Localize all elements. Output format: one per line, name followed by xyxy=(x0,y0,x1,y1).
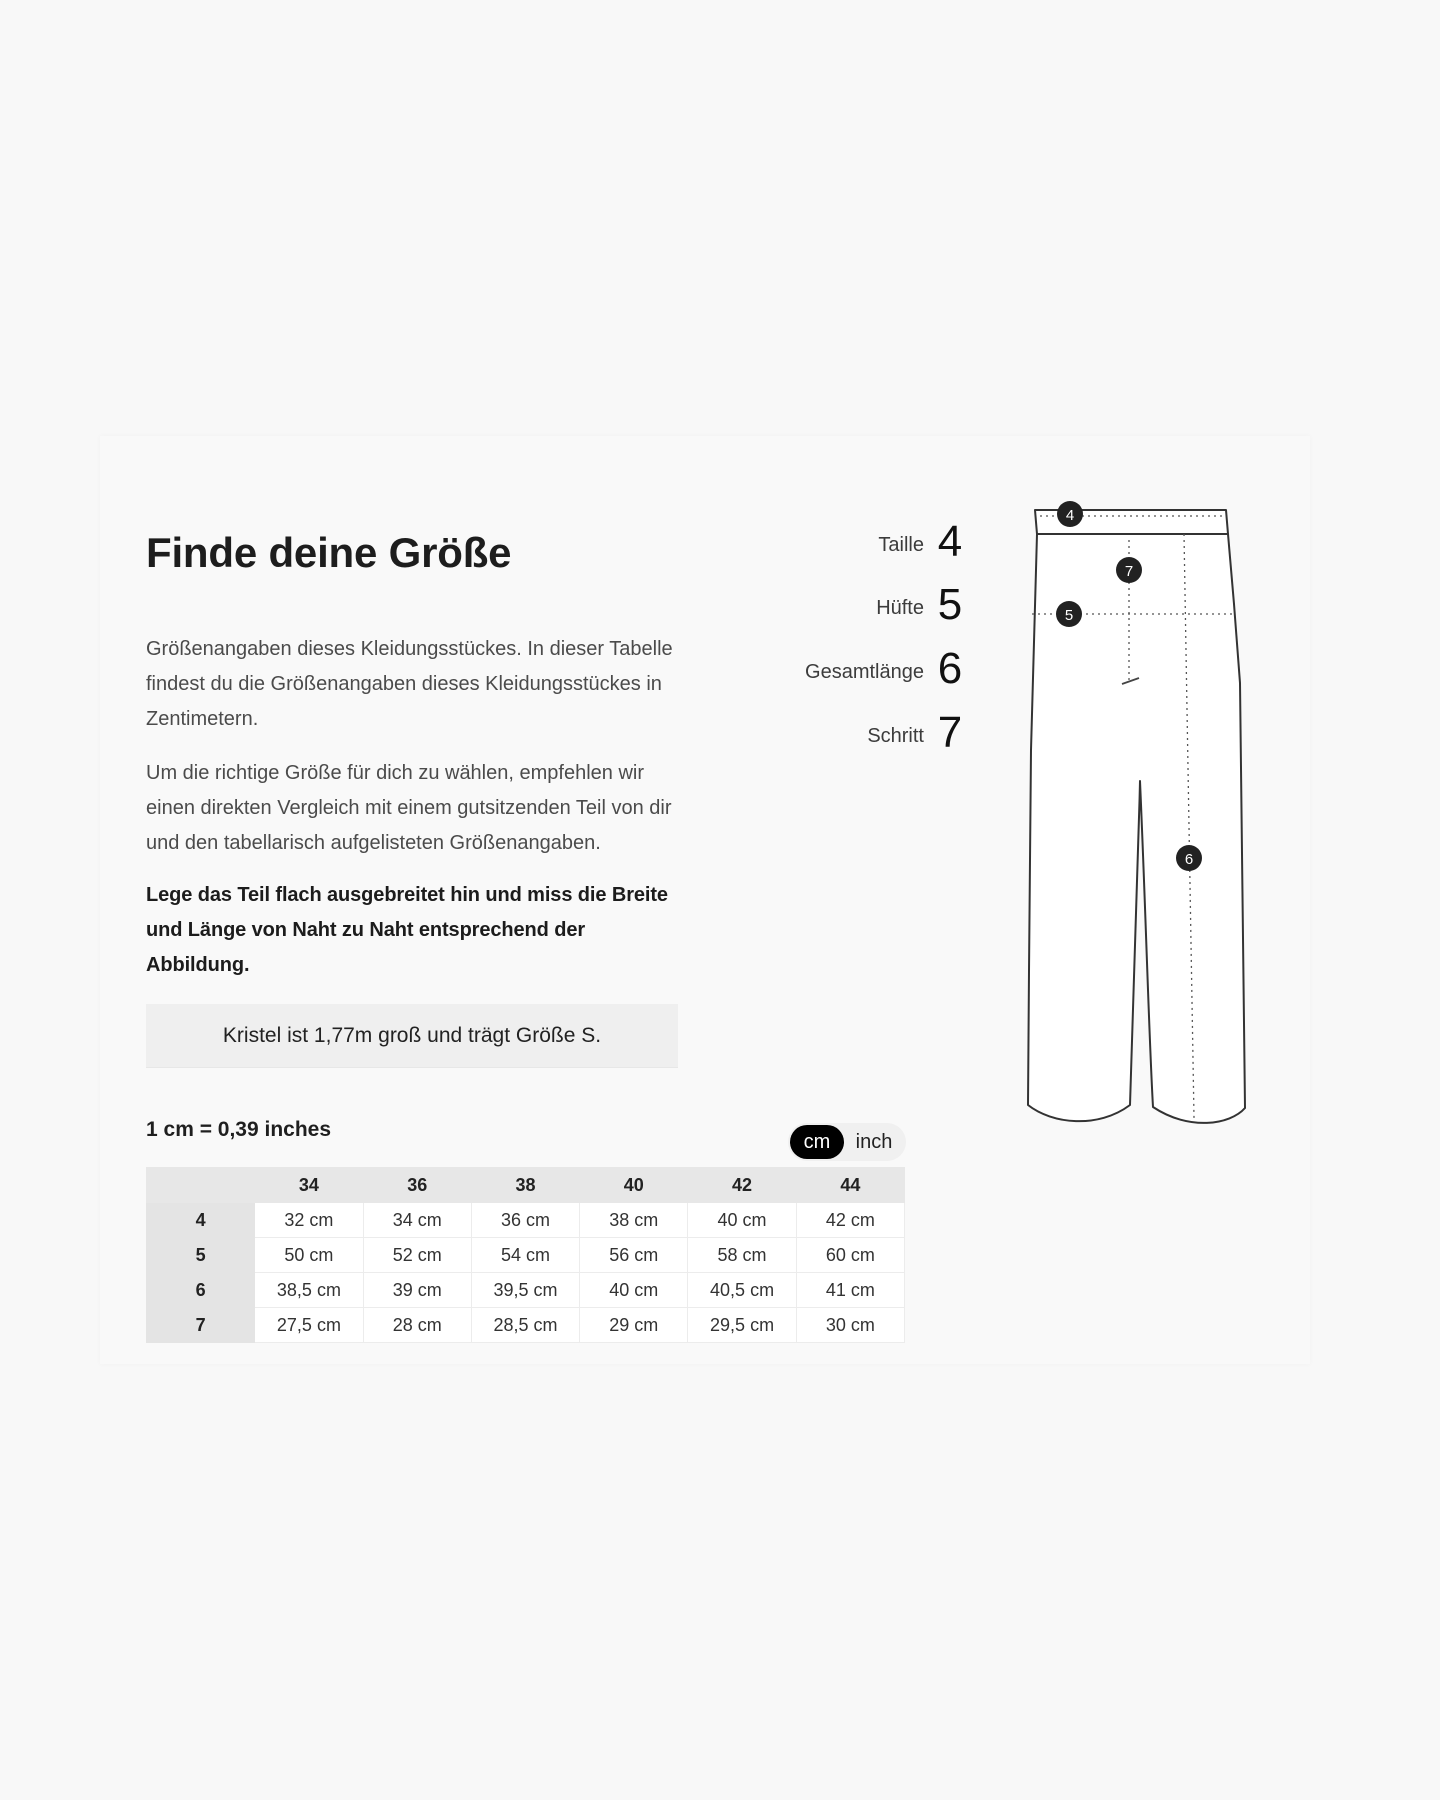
page-title: Finde deine Größe xyxy=(146,529,512,576)
measurement-legend xyxy=(790,510,970,770)
legend-label: Schritt xyxy=(867,725,924,747)
measurement-row-label: 5 xyxy=(147,1238,255,1273)
table-cell: 27,5 cm xyxy=(255,1308,363,1343)
size-header-40: 40 xyxy=(580,1168,688,1203)
marker-7 xyxy=(1116,557,1142,583)
svg-text:7: 7 xyxy=(1124,563,1134,580)
table-corner-cell xyxy=(147,1168,255,1203)
table-cell: 58 cm xyxy=(688,1238,796,1273)
table-cell: 38,5 cm xyxy=(255,1273,363,1308)
legend-number: 5 xyxy=(937,580,963,629)
trousers-measurement-diagram xyxy=(1008,498,1268,1138)
legend-number: 7 xyxy=(937,708,963,757)
legend-item-gesamtlaenge xyxy=(790,644,970,697)
marker-4 xyxy=(1057,501,1083,527)
legend-item-taille xyxy=(790,517,970,570)
size-description: Größenangaben dieses Kleidungsstückes. In dieser Tabelle findest du die Größenangaben dieses Kleidungsstückes in Zentimetern. xyxy=(146,638,673,730)
table-cell: 54 cm xyxy=(471,1238,579,1273)
table-cell: 39 cm xyxy=(363,1273,471,1308)
measurement-row-label: 6 xyxy=(147,1273,255,1308)
unit-toggle xyxy=(788,1123,906,1161)
table-cell: 29,5 cm xyxy=(688,1308,796,1343)
table-cell: 28,5 cm xyxy=(471,1308,579,1343)
unit-conversion-note: 1 cm = 0,39 inches xyxy=(146,1118,332,1141)
size-header-36: 36 xyxy=(363,1168,471,1203)
table-cell: 41 cm xyxy=(796,1273,904,1308)
table-row xyxy=(147,1273,905,1308)
size-table xyxy=(146,1167,905,1343)
size-header-38: 38 xyxy=(471,1168,579,1203)
trousers-outline xyxy=(1028,510,1245,1123)
table-cell: 34 cm xyxy=(363,1203,471,1238)
table-cell: 42 cm xyxy=(796,1203,904,1238)
marker-5 xyxy=(1056,601,1082,627)
table-cell: 50 cm xyxy=(255,1238,363,1273)
table-cell: 40,5 cm xyxy=(688,1273,796,1308)
marker-6 xyxy=(1176,845,1202,871)
table-cell: 38 cm xyxy=(580,1203,688,1238)
legend-label: Hüfte xyxy=(876,597,924,619)
size-advice: Um die richtige Größe für dich zu wählen, empfehlen wir einen direkten Vergleich mit einem gutsitzenden Teil von dir und den tabellarisch aufgelisteten Größenangaben. xyxy=(146,762,672,854)
table-cell: 40 cm xyxy=(580,1273,688,1308)
table-cell: 40 cm xyxy=(688,1203,796,1238)
legend-number: 6 xyxy=(937,644,963,693)
trousers-diagram-svg xyxy=(1008,498,1268,1138)
table-cell: 39,5 cm xyxy=(471,1273,579,1308)
table-cell: 29 cm xyxy=(580,1308,688,1343)
table-cell: 36 cm xyxy=(471,1203,579,1238)
size-header-44: 44 xyxy=(796,1168,904,1203)
table-row xyxy=(147,1308,905,1343)
cm-button[interactable]: cm xyxy=(790,1125,844,1159)
legend-item-huefte xyxy=(790,580,970,633)
legend-label: Gesamtlänge xyxy=(805,661,924,683)
measurement-instruction: Lege das Teil flach ausgebreitet hin und miss die Breite und Länge von Naht zu Naht entsprechend der Abbildung. xyxy=(146,884,668,976)
table-row xyxy=(147,1203,905,1238)
measurement-row-label: 7 xyxy=(147,1308,255,1343)
legend-item-schritt xyxy=(790,708,970,761)
model-info-box xyxy=(146,1004,678,1068)
table-cell: 60 cm xyxy=(796,1238,904,1273)
size-header-row xyxy=(147,1168,905,1203)
table-cell: 28 cm xyxy=(363,1308,471,1343)
svg-text:6: 6 xyxy=(1184,851,1194,868)
model-info-text: Kristel ist 1,77m groß und trägt Größe S. xyxy=(222,1023,602,1047)
size-header-42: 42 xyxy=(688,1168,796,1203)
table-cell: 32 cm xyxy=(255,1203,363,1238)
table-row xyxy=(147,1238,905,1273)
legend-label: Taille xyxy=(878,534,924,556)
measurement-row-label: 4 xyxy=(147,1203,255,1238)
svg-text:4: 4 xyxy=(1065,507,1075,524)
svg-text:5: 5 xyxy=(1064,607,1074,624)
inch-button[interactable]: inch xyxy=(855,1130,893,1153)
table-cell: 56 cm xyxy=(580,1238,688,1273)
table-cell: 52 cm xyxy=(363,1238,471,1273)
legend-number: 4 xyxy=(937,517,963,566)
table-cell: 30 cm xyxy=(796,1308,904,1343)
size-header-34: 34 xyxy=(255,1168,363,1203)
